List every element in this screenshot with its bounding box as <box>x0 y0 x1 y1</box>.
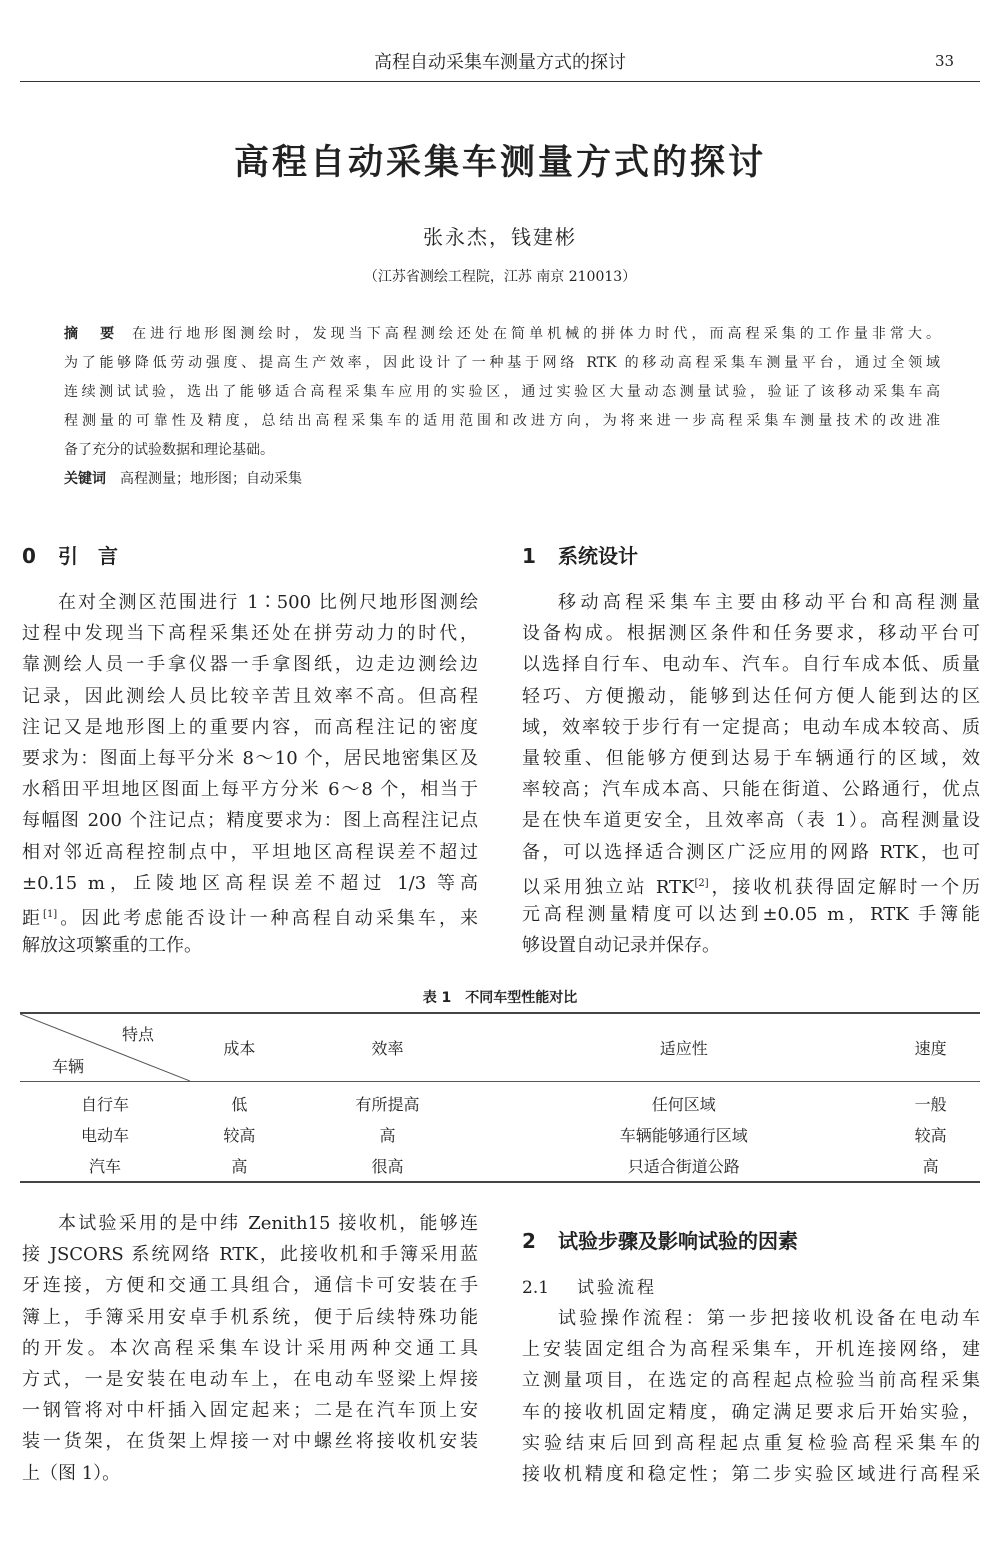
column-header: 速度 <box>914 1039 947 1058</box>
table-cell: 任何区域 <box>651 1095 716 1114</box>
text-line: 备了充分的试验数据和理论基础。 <box>64 442 274 458</box>
text-line: 记录，因此测绘人员比较辛苦且效率不高。但高程 <box>22 685 478 707</box>
paragraph-line <box>22 618 478 649</box>
text-line: 接 JSCORS 系统网络 RTK，此接收机和手簿采用蓝 <box>22 1244 478 1266</box>
text-line: 本试验采用的是中纬 Zenith15 接收机，能够连 <box>58 1213 478 1234</box>
text-line: 以选择自行车、电动车、汽车。自行车成本低、质量 <box>522 654 980 676</box>
row-header-cell: 自行车 <box>80 1095 129 1114</box>
paragraph-line <box>22 1458 478 1489</box>
paragraph-line <box>22 743 478 774</box>
abstract-body <box>64 320 940 465</box>
paragraph-line <box>22 1426 478 1457</box>
subsection-number: 2.1 <box>522 1278 550 1298</box>
paragraph-line <box>522 1334 980 1365</box>
paragraph-line <box>22 1395 478 1426</box>
corner-bottom-label: 车辆 <box>52 1057 85 1076</box>
table-row <box>20 1082 980 1120</box>
paragraph-line <box>22 899 478 930</box>
paragraph-line <box>22 649 478 680</box>
text-line: 够设置自动记录并保存。 <box>522 935 720 957</box>
subsection-2-1-heading <box>522 1273 657 1298</box>
paragraph-line <box>522 618 980 649</box>
paragraph-line <box>64 320 940 349</box>
table-1 <box>20 1012 980 1183</box>
table-header-row <box>20 1013 980 1082</box>
paragraph-line <box>22 1239 478 1270</box>
table-cell: 较高 <box>914 1126 947 1145</box>
paragraph-line <box>522 868 980 899</box>
paper-title: 高程自动采集车测量方式的探讨 <box>233 143 766 183</box>
diagonal-line <box>20 1014 190 1081</box>
paragraph-line <box>522 1365 980 1396</box>
text-line: 水稻田平坦地区图面上每平方分米 6～8 个，相当于 <box>22 779 478 801</box>
paragraph-line <box>64 436 940 465</box>
paragraph-line <box>22 837 478 868</box>
text-line: 距[1]。因此考虑能否设计一种高程自动采集车，来 <box>22 907 478 929</box>
text-line: 为了能够降低劳动强度、提高生产效率，因此设计了一种基于网络 RTK 的移动高程采集车测量平台，通过全领域 <box>64 355 940 371</box>
text-line: 方式，一是安装在电动车上，在电动车竖梁上焊接 <box>22 1368 478 1390</box>
table-cell: 高 <box>231 1157 248 1176</box>
citation-marker: [2] <box>694 877 709 889</box>
table-row <box>20 1119 980 1150</box>
section-0-body <box>22 587 478 961</box>
text-line: 一钢管将对中杆插入固定起来；二是在汽车顶上安 <box>22 1400 478 1422</box>
column-header: 成本 <box>223 1039 256 1058</box>
section-number: 1 <box>522 544 536 568</box>
paragraph-line <box>522 899 980 930</box>
text-line: 相对邻近高程控制点中，平坦地区高程误差不超过 <box>22 841 478 863</box>
paragraph-line <box>522 712 980 743</box>
text-line: 接收机精度和稳定性；第二步实验区域进行高程采 <box>522 1463 980 1485</box>
paragraph-line <box>64 378 940 407</box>
table-cell: 很高 <box>371 1157 404 1176</box>
corner-top-label: 特点 <box>122 1025 155 1044</box>
section-title: 试验步骤及影响试验的因素 <box>558 1229 798 1253</box>
text-line: 靠测绘人员一手拿仪器一手拿图纸，边走边测绘边 <box>22 654 478 676</box>
subsection-title: 试验流程 <box>577 1278 657 1298</box>
text-line: 上安装固定组合为高程采集车，开机连接网络，建 <box>522 1339 980 1361</box>
text-line: 上（图 1）。 <box>22 1462 121 1484</box>
paragraph-line <box>522 1303 980 1334</box>
paragraph-receiver <box>22 1208 478 1489</box>
abstract-label: 摘 要 <box>64 326 119 342</box>
table-cell: 高 <box>379 1126 396 1145</box>
paragraph-line <box>522 774 980 805</box>
paragraph-line <box>522 930 980 961</box>
text-line: ±0.15 m，丘陵地区高程误差不超过 1/3 等高 <box>22 872 478 894</box>
text-line: 试验操作流程：第一步把接收机设备在电动车 <box>558 1308 980 1329</box>
affiliation: （江苏省测绘工程院，江苏 南京 210013） <box>363 269 637 285</box>
column-header: 适应性 <box>659 1039 708 1058</box>
row-header-cell: 电动车 <box>80 1126 129 1145</box>
column-header: 效率 <box>371 1039 404 1058</box>
text-line: 以采用独立站 RTK[2]，接收机获得固定解时一个历 <box>522 876 980 898</box>
text-line: 设备构成。根据测区条件和任务要求，移动平台可 <box>522 623 980 645</box>
keywords <box>64 465 940 494</box>
text-line: 量较重、但能够方便到达易于车辆通行的区域，效 <box>522 747 980 769</box>
section-number: 0 <box>22 544 36 568</box>
text-line: 连续测试试验，选出了能够适合高程采集车应用的实验区，通过实验区大量动态测量试验，验证了该移动采集车高 <box>64 384 940 400</box>
running-head: 高程自动采集车测量方式的探讨 <box>374 52 626 73</box>
table-cell: 低 <box>231 1095 248 1114</box>
table-cell: 车辆能够通行区域 <box>619 1126 748 1145</box>
text-line: 在对全测区范围进行 1∶500 比例尺地形图测绘 <box>58 592 478 613</box>
text-line: 簿上，手簿采用安卓手机系统，便于后续特殊功能 <box>22 1306 478 1328</box>
text-line: 是在快车道更安全，且效率高（表 1）。高程测量设 <box>522 810 980 832</box>
section-1-heading <box>522 540 638 569</box>
text-line: 移动高程采集车主要由移动平台和高程测量 <box>558 592 980 613</box>
page-number: 33 <box>935 52 955 70</box>
table-cell: 一般 <box>914 1095 947 1114</box>
text-line: 域，效率较于步行有一定提高；电动车成本较高、质 <box>522 716 980 738</box>
text-line: 的开发。本次高程采集车设计采用两种交通工具 <box>22 1337 478 1359</box>
paragraph-line <box>22 1364 478 1395</box>
text-line: 牙连接，方便和交通工具组合，通信卡可安装在手 <box>22 1275 478 1297</box>
paragraph-line <box>522 1397 980 1428</box>
section-1-body <box>522 587 980 961</box>
paragraph-line <box>22 930 478 961</box>
table-corner-cell <box>20 1013 190 1082</box>
text-line: 实验结束后回到高程起点重复检验高程采集车的 <box>522 1432 980 1454</box>
section-0-heading <box>22 540 118 569</box>
paragraph-line <box>522 1459 980 1490</box>
paragraph-line <box>22 1270 478 1301</box>
text-line: 率较高；汽车成本高、只能在街道、公路通行，优点 <box>522 779 980 801</box>
keywords-label: 关键词 <box>64 471 106 487</box>
text-line: 元高程测量精度可以达到±0.05 m，RTK 手簿能 <box>522 903 980 925</box>
paragraph-line <box>64 349 940 378</box>
section-number: 2 <box>522 1229 536 1253</box>
paragraph-line <box>522 805 980 836</box>
paragraph-line <box>522 743 980 774</box>
paragraph-line <box>22 681 478 712</box>
text-line: 轻巧、方便搬动，能够到达任何方便人能到达的区 <box>522 685 980 707</box>
text-line: 备，可以选择适合测区广泛应用的网路 RTK，也可 <box>522 841 980 863</box>
text-line: 车的接收机固定精度，确定满足要求后开始实验， <box>522 1401 980 1423</box>
paragraph-line <box>522 681 980 712</box>
paragraph-line <box>22 587 478 618</box>
row-header-cell: 汽车 <box>88 1157 121 1176</box>
text-line: 每幅图 200 个注记点；精度要求为：图上高程注记点 <box>22 810 478 832</box>
section-title: 引 言 <box>58 544 118 568</box>
paragraph-line <box>522 587 980 618</box>
paragraph-line <box>22 1302 478 1333</box>
header-rule <box>20 81 980 82</box>
table-cell: 只适合街道公路 <box>627 1157 740 1176</box>
text-line: 在进行地形图测绘时，发现当下高程测绘还处在简单机械的拼体力时代，而高程采集的工作量非常大。 <box>132 326 940 342</box>
text-line: 立测量项目，在选定的高程起点检验当前高程采集 <box>522 1370 980 1392</box>
section-2-heading <box>522 1225 798 1254</box>
text-line: 要求为：图面上每平分米 8～10 个，居民地密集区及 <box>22 747 478 769</box>
citation-marker: [1] <box>43 908 58 920</box>
paragraph-line <box>22 1208 478 1239</box>
paragraph-line <box>22 805 478 836</box>
paragraph-line <box>22 868 478 899</box>
paragraph-line <box>22 712 478 743</box>
keywords-text: 高程测量；地形图；自动采集 <box>120 471 302 487</box>
paragraph-line <box>522 1428 980 1459</box>
section-2-body <box>522 1303 980 1490</box>
table-cell: 较高 <box>223 1126 256 1145</box>
paragraph-line <box>522 837 980 868</box>
table-cell: 高 <box>922 1157 939 1176</box>
paragraph-line <box>64 407 940 436</box>
paragraph-line <box>22 774 478 805</box>
section-title: 系统设计 <box>558 544 638 568</box>
text-line: 注记又是地形图上的重要内容，而高程注记的密度 <box>22 716 478 738</box>
text-line: 解放这项繁重的工作。 <box>22 935 202 957</box>
text-line: 过程中发现当下高程采集还处在拼劳动力的时代， <box>22 623 478 645</box>
paragraph-line <box>522 649 980 680</box>
authors: 张永杰，钱建彬 <box>423 225 577 249</box>
table-cell: 有所提高 <box>355 1095 420 1114</box>
table-row <box>20 1150 980 1182</box>
table-caption: 表 1 不同车型性能对比 <box>422 990 578 1006</box>
text-line: 程测量的可靠性及精度，总结出高程采集车的适用范围和改进方向，为将来进一步高程采集车测量技术的改进准 <box>64 413 940 429</box>
abstract <box>64 320 940 494</box>
paragraph-line <box>22 1333 478 1364</box>
text-line: 装一货架，在货架上焊接一对中螺丝将接收机安装 <box>22 1431 478 1453</box>
